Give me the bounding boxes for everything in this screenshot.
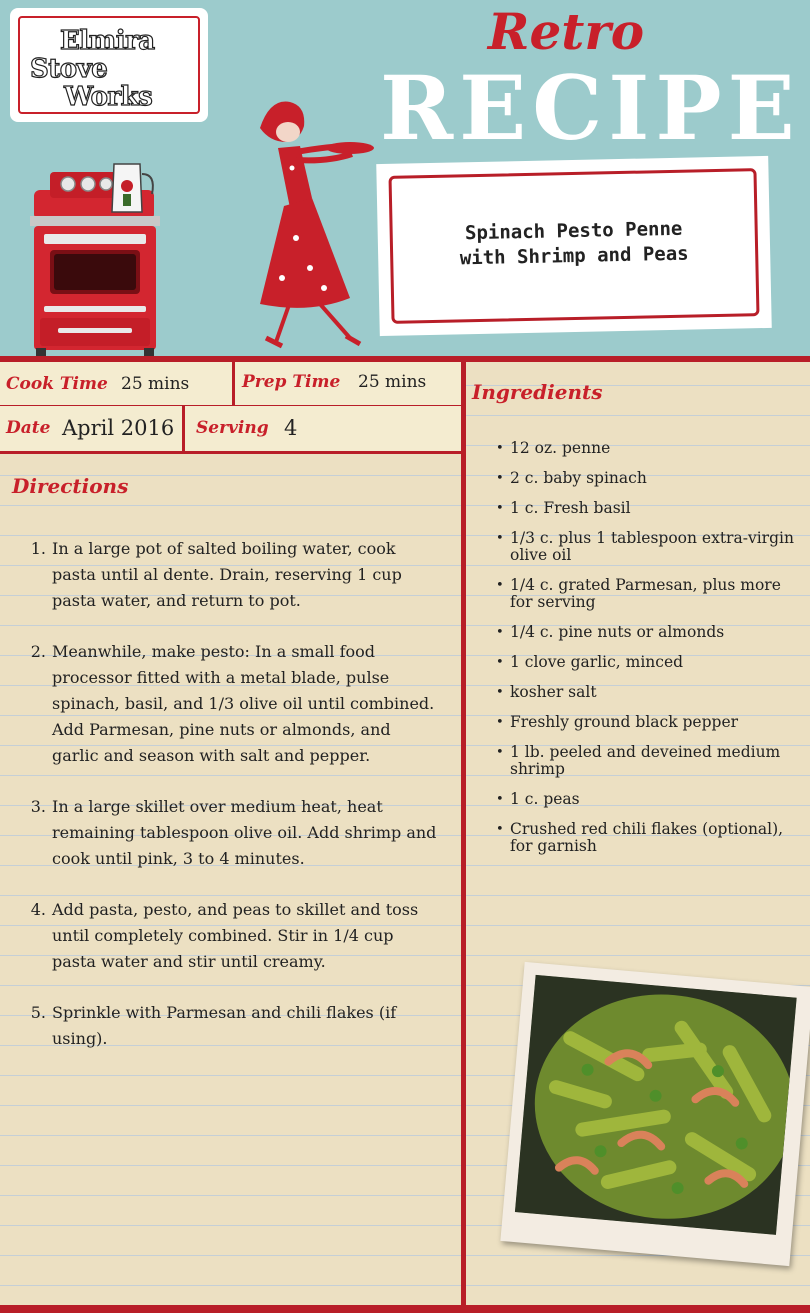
ingredient-item: • 12 oz. penne — [496, 440, 796, 457]
meta-divider — [232, 362, 235, 405]
logo-line-1: Elmira — [60, 26, 155, 56]
directions-title: Directions — [12, 474, 129, 498]
direction-step — [22, 1000, 442, 1052]
directions-list — [22, 536, 442, 1077]
ingredient-item: • 1 c. peas — [496, 791, 796, 808]
date-value: April 2016 — [62, 416, 175, 440]
header — [0, 0, 810, 356]
logo-line-2: Stove — [30, 54, 108, 84]
ingredient-item: • 1 lb. peeled and deveined medium shrimp — [496, 744, 796, 778]
ingredients-list — [496, 440, 796, 868]
serving-value: 4 — [284, 416, 298, 440]
pasta-illustration — [515, 975, 797, 1235]
ingredient-item: • 1 clove garlic, minced — [496, 654, 796, 671]
step-number: 1. — [30, 539, 46, 558]
step-text: Add pasta, pesto, and peas to skillet and toss until completely combined. Stir in 1/4 cup pasta water and stir until creamy. — [52, 900, 419, 971]
step-number: 2. — [30, 642, 46, 661]
food-photo-image — [515, 975, 797, 1235]
step-text: In a large pot of salted boiling water, cook pasta until al dente. Drain, reserving 1 cup pasta water, and return to pot. — [52, 539, 402, 610]
ingredient-item: • 1 c. Fresh basil — [496, 500, 796, 517]
food-photo — [500, 962, 810, 1266]
direction-step — [22, 639, 442, 769]
recipe-name — [422, 216, 725, 272]
ingredient-item: • Freshly ground black pepper — [496, 714, 796, 731]
recipe-name-card — [376, 156, 772, 336]
ingredient-item: • 1/3 c. plus 1 tablespoon extra-virgin olive oil — [496, 530, 796, 564]
step-number: 4. — [30, 900, 46, 919]
recipe-name-line-1: Spinach Pesto Penne — [464, 217, 683, 245]
cook-time-label: Cook Time — [6, 374, 108, 394]
serving-label: Serving — [196, 418, 269, 438]
step-text: Meanwhile, make pesto: In a small food processor fitted with a metal blade, pulse spinach, basil, and 1/3 olive oil until combined. Add Parmesan, pine nuts or almonds, and garlic and season with salt and pepper. — [52, 642, 435, 765]
logo-line-3: Works — [64, 82, 153, 112]
ingredient-item: • 2 c. baby spinach — [496, 470, 796, 487]
title-recipe: RECIPE — [380, 56, 801, 160]
woman-with-tray-illustration — [200, 88, 380, 358]
prep-time-value: 25 mins — [358, 372, 427, 392]
column-divider — [461, 356, 466, 1313]
meta-row-date-serving — [0, 406, 461, 454]
direction-step — [22, 794, 442, 872]
title-retro: Retro — [487, 2, 645, 61]
meta-row-times — [0, 362, 461, 408]
step-number: 3. — [30, 797, 46, 816]
meta-divider — [182, 406, 185, 451]
ingredient-item: • kosher salt — [496, 684, 796, 701]
logo-border — [18, 16, 200, 114]
ingredient-item: • 1/4 c. grated Parmesan, plus more for serving — [496, 577, 796, 611]
prep-time-label: Prep Time — [242, 372, 341, 392]
step-text: In a large skillet over medium heat, heat remaining tablespoon olive oil. Add shrimp and cook until pink, 3 to 4 minutes. — [52, 797, 437, 868]
direction-step — [22, 536, 442, 614]
step-text: Sprinkle with Parmesan and chili flakes (if using). — [52, 1003, 397, 1048]
elmira-logo — [12, 10, 206, 120]
step-number: 5. — [30, 1003, 46, 1022]
date-label: Date — [6, 418, 51, 438]
recipe-name-line-2: with Shrimp and Peas — [459, 242, 689, 270]
stove-illustration — [30, 160, 170, 360]
ingredients-title: Ingredients — [472, 380, 603, 404]
direction-step — [22, 897, 442, 975]
bottom-divider — [0, 1305, 810, 1313]
cook-time-value: 25 mins — [121, 374, 190, 394]
recipe-name-card-border — [388, 168, 759, 324]
ingredient-item: • Crushed red chili flakes (optional), for garnish — [496, 821, 796, 855]
ingredient-item: • 1/4 c. pine nuts or almonds — [496, 624, 796, 641]
